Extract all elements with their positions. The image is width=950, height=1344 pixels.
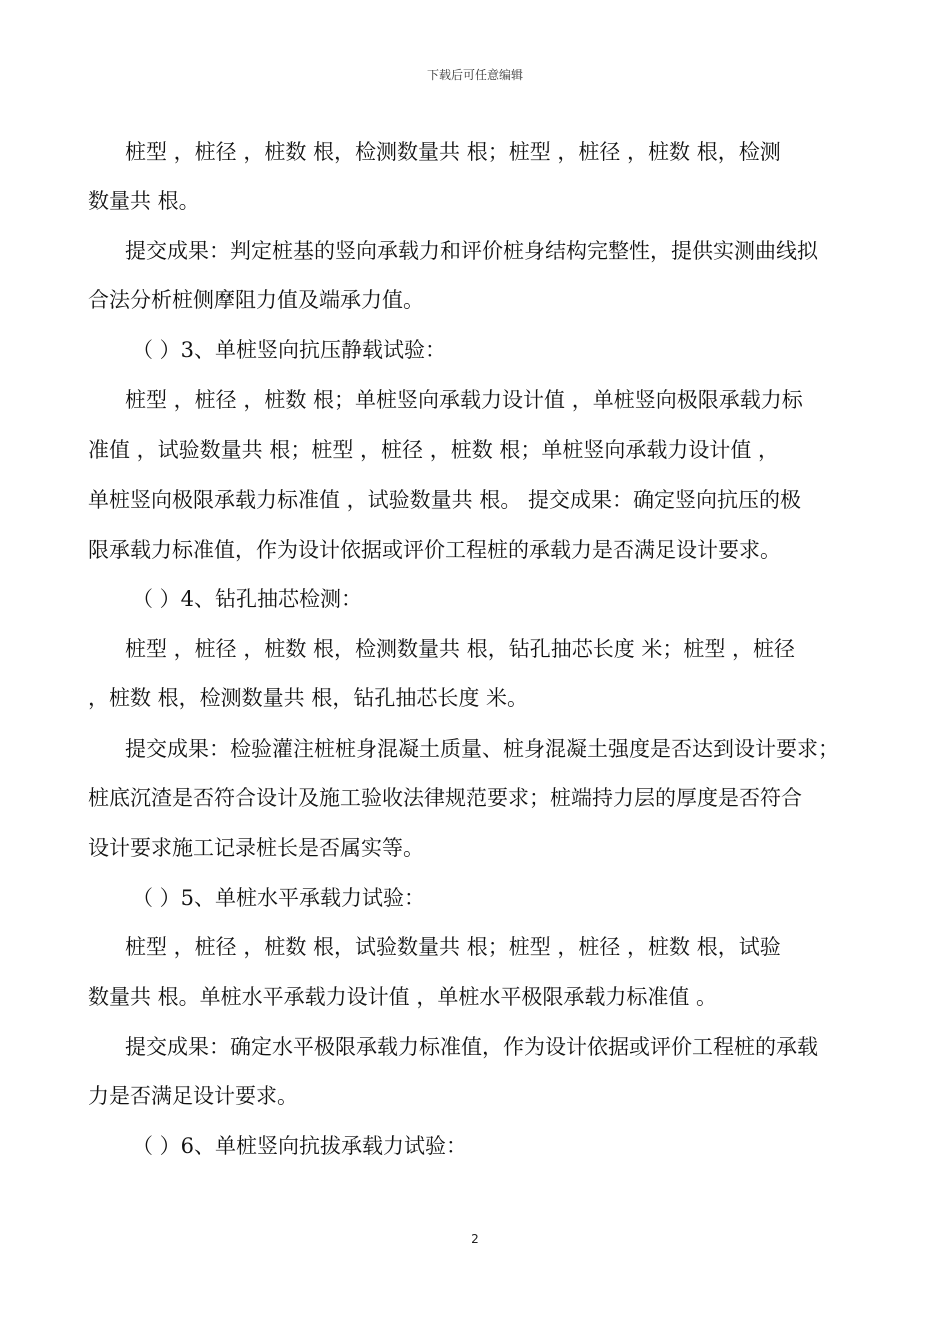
body-line: ，桩数 根，检测数量共 根，钻孔抽芯长度 米。 — [88, 686, 529, 710]
page-header: 下载后可任意编辑 — [426, 68, 523, 82]
body-line: 设计要求施工记录桩长是否属实等。 — [88, 836, 424, 860]
body-line: 提交成果：检验灌注桩桩身混凝土质量、桩身混凝土强度是否达到设计要求； — [125, 737, 839, 761]
section-heading: （ ）6、单桩竖向抗拔承载力试验： — [132, 1134, 468, 1158]
body-line: 桩型 ，桩径 ，桩数 根，试验数量共 根；桩型 ，桩径 ，桩数 根，试验 — [125, 935, 781, 959]
body-line: 桩底沉渣是否符合设计及施工验收法律规范要求；桩端持力层的厚度是否符合 — [88, 786, 802, 810]
body-line: 桩型 ，桩径 ，桩数 根，检测数量共 根，钻孔抽芯长度 米；桩型 ，桩径 — [125, 637, 796, 661]
body-line: 提交成果：确定水平极限承载力标准值，作为设计依据或评价工程桩的承载 — [125, 1035, 818, 1059]
section-heading: （ ）5、单桩水平承载力试验： — [132, 886, 426, 910]
section-heading: （ ）4、钻孔抽芯检测： — [132, 587, 363, 611]
body-line: 桩型 ，桩径 ，桩数 根；单桩竖向承载力设计值 ，单桩竖向极限承载力标 — [125, 388, 803, 412]
page-number: 2 — [471, 1232, 479, 1246]
body-line: 桩型 ，桩径 ，桩数 根，检测数量共 根；桩型 ，桩径 ，桩数 根，检测 — [125, 140, 781, 164]
body-line: 准值 ，试验数量共 根；桩型 ，桩径 ，桩数 根；单桩竖向承载力设计值 ， — [88, 438, 780, 462]
body-line: 力是否满足设计要求。 — [88, 1084, 298, 1108]
section-heading: （ ）3、单桩竖向抗压静载试验： — [132, 338, 447, 362]
body-line: 限承载力标准值，作为设计依据或评价工程桩的承载力是否满足设计要求。 — [88, 538, 781, 562]
body-line: 合法分析桩侧摩阻力值及端承力值。 — [88, 288, 424, 312]
body-line: 提交成果：判定桩基的竖向承载力和评价桩身结构完整性，提供实测曲线拟 — [125, 239, 818, 263]
body-line: 数量共 根。单桩水平承载力设计值 ，单桩水平极限承载力标准值 。 — [88, 985, 718, 1009]
body-line: 单桩竖向极限承载力标准值 ，试验数量共 根。 提交成果：确定竖向抗压的极 — [88, 488, 802, 512]
body-line: 数量共 根。 — [88, 189, 200, 213]
